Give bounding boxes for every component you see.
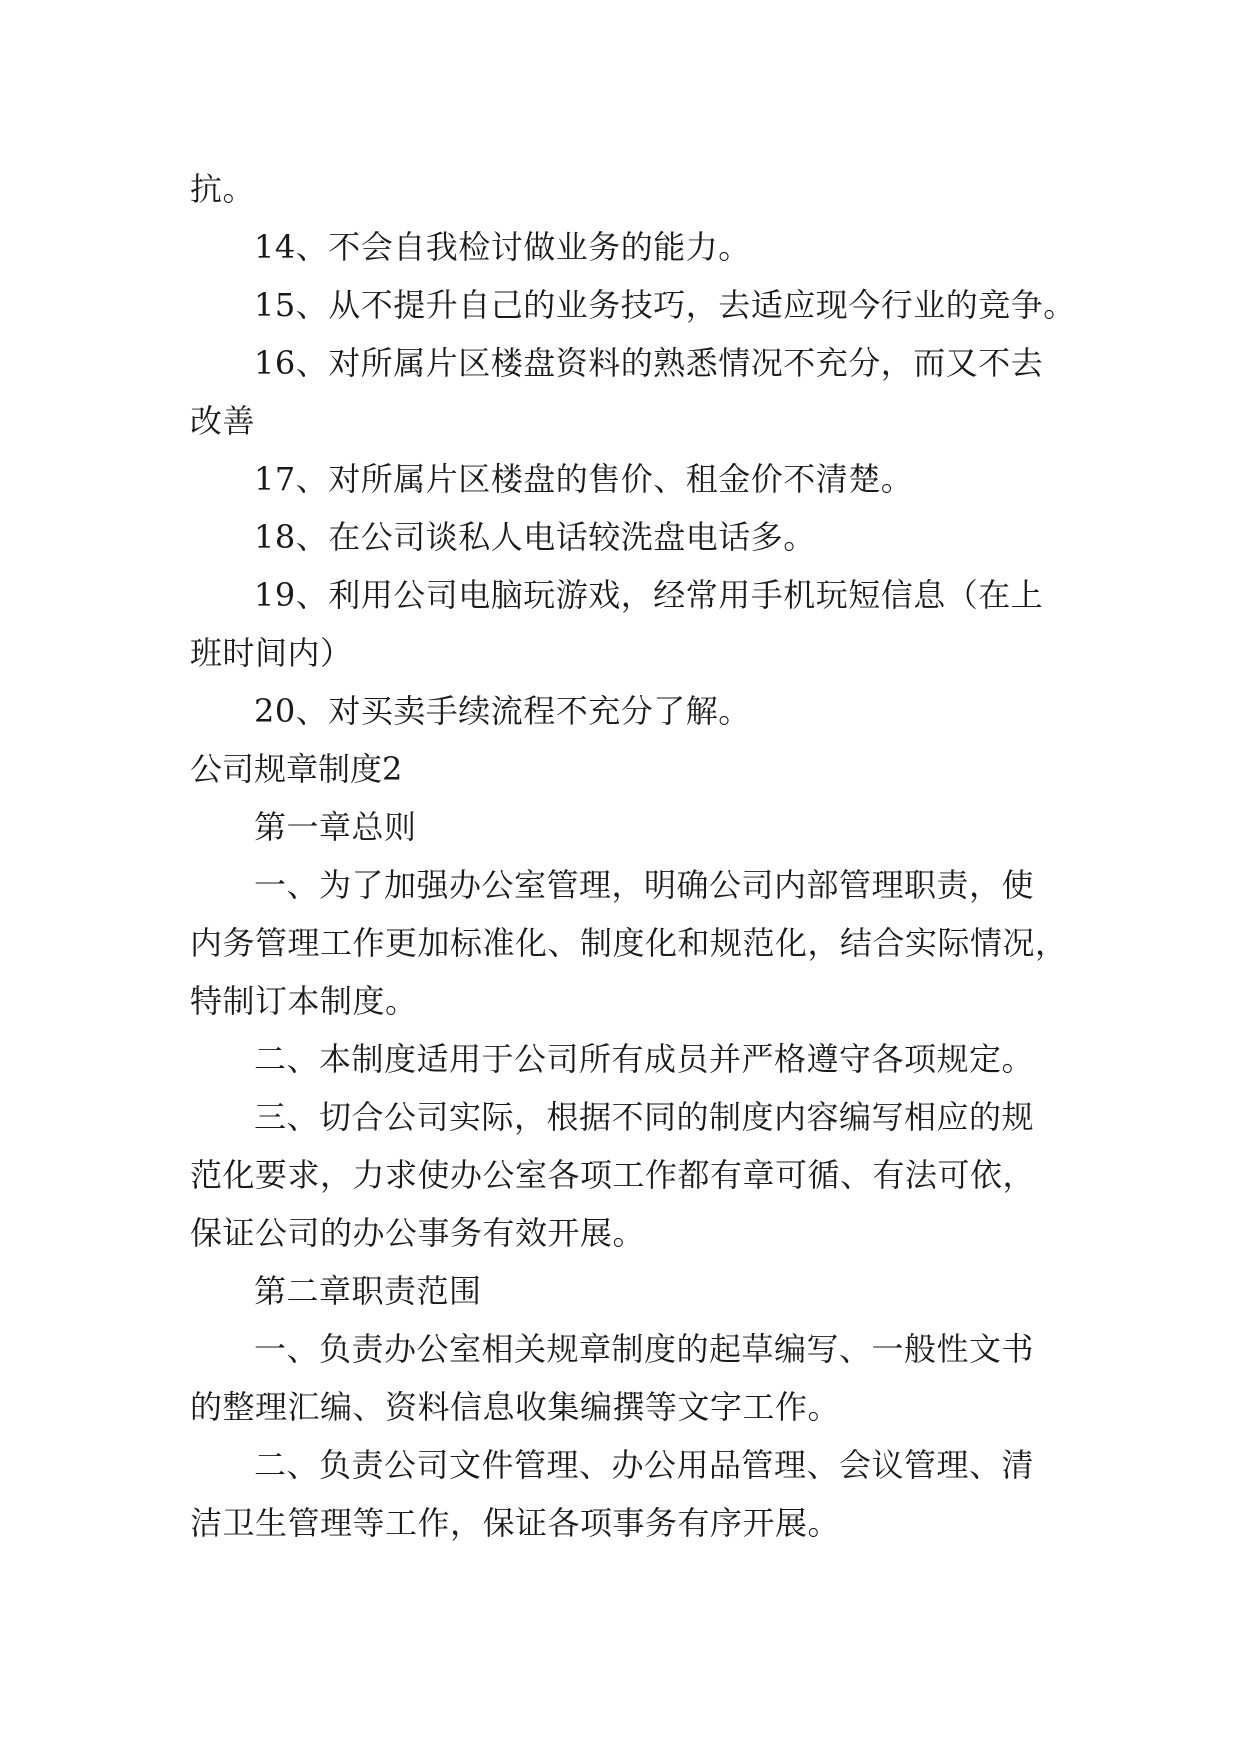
document-page bbox=[190, 160, 1076, 1552]
list-item-19: 19、利用公司电脑玩游戏，经常用手机玩短信息（在上 bbox=[254, 576, 1044, 614]
paragraph-line: 保证公司的办公事务有效开展。 bbox=[190, 1214, 646, 1252]
paragraph-line: 一、负责办公室相关规章制度的起草编写、一般性文书 bbox=[254, 1330, 1035, 1368]
list-item-18: 18、在公司谈私人电话较洗盘电话多。 bbox=[254, 518, 816, 556]
chapter-heading: 第一章总则 bbox=[254, 808, 417, 846]
paragraph-line: 二、本制度适用于公司所有成员并严格遵守各项规定。 bbox=[254, 1040, 1035, 1078]
section-title: 公司规章制度2 bbox=[190, 750, 403, 788]
list-item-17: 17、对所属片区楼盘的售价、租金价不清楚。 bbox=[254, 460, 914, 498]
list-item-16: 16、对所属片区楼盘资料的熟悉情况不充分，而又不去 bbox=[254, 344, 1044, 382]
text-line: 抗。 bbox=[190, 170, 256, 208]
list-item-15: 15、从不提升自己的业务技巧，去适应现今行业的竞争。 bbox=[254, 286, 1076, 324]
paragraph-line: 三、切合公司实际，根据不同的制度内容编写相应的规 bbox=[254, 1098, 1035, 1136]
paragraph-line: 一、为了加强办公室管理，明确公司内部管理职责，使 bbox=[254, 866, 1035, 904]
paragraph-line: 范化要求，力求使办公室各项工作都有章可循、有法可依， bbox=[190, 1156, 1036, 1194]
list-item-20: 20、对买卖手续流程不充分了解。 bbox=[254, 692, 751, 730]
paragraph-line: 二、负责公司文件管理、办公用品管理、会议管理、清 bbox=[254, 1446, 1035, 1484]
paragraph-line: 洁卫生管理等工作，保证各项事务有序开展。 bbox=[190, 1504, 841, 1542]
paragraph-line: 的整理汇编、资料信息收集编撰等文字工作。 bbox=[190, 1388, 841, 1426]
text-line: 改善 bbox=[190, 402, 256, 440]
list-item-14: 14、不会自我检讨做业务的能力。 bbox=[254, 228, 751, 266]
paragraph-line: 特制订本制度。 bbox=[190, 982, 418, 1020]
chapter-heading: 第二章职责范围 bbox=[254, 1272, 482, 1310]
text-line: 班时间内） bbox=[190, 634, 353, 672]
paragraph-line: 内务管理工作更加标准化、制度化和规范化，结合实际情况， bbox=[190, 924, 1068, 962]
